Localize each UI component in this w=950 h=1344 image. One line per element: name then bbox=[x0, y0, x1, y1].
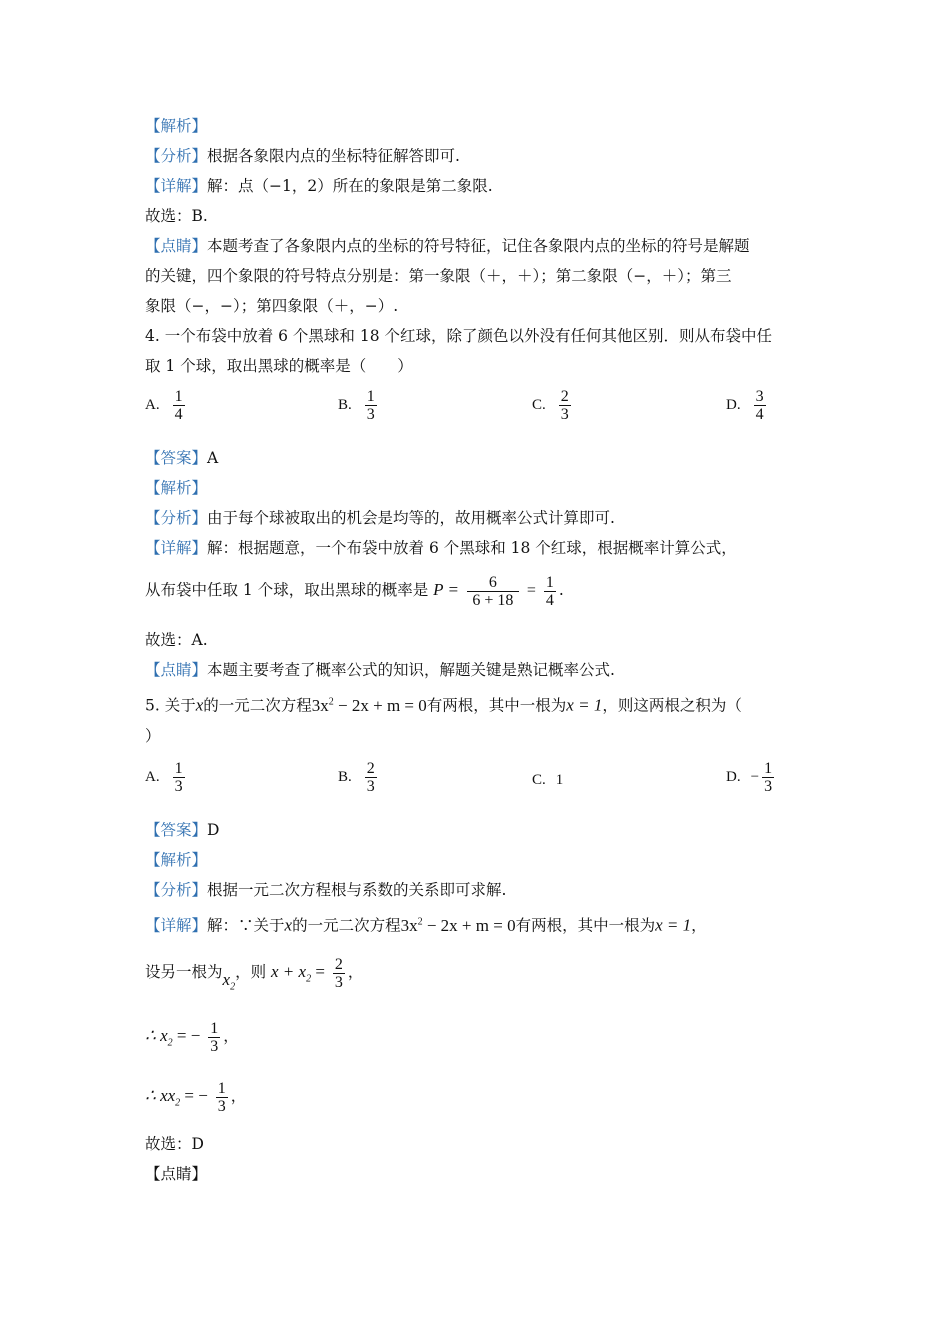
text: 根据各象限内点的坐标特征解答即可. bbox=[207, 147, 460, 165]
tag-label: 【分析】 bbox=[145, 881, 208, 899]
denominator: 3 bbox=[174, 778, 183, 795]
denominator: 3 bbox=[366, 778, 375, 795]
exponent: 2 bbox=[417, 916, 423, 927]
text: 本题考查了各象限内点的坐标的符号特征，记住各象限内点的坐标的符号是解题 bbox=[207, 237, 750, 255]
text: 有两根，其中一根为 bbox=[515, 916, 656, 935]
tag-label: 【详解】 bbox=[145, 539, 208, 557]
denominator: 3 bbox=[210, 1037, 219, 1055]
fraction bbox=[365, 388, 377, 423]
q5-choice: 故选：D bbox=[145, 1135, 204, 1153]
therefore-xx2 bbox=[145, 1086, 208, 1109]
numerator: 2 bbox=[366, 760, 375, 777]
subscript: 2 bbox=[167, 1037, 173, 1049]
denominator: 3 bbox=[764, 778, 773, 795]
option-label: A. bbox=[145, 397, 160, 413]
fraction-1-over-3 bbox=[208, 1020, 220, 1055]
q4-option-a bbox=[145, 388, 188, 423]
numerator: 1 bbox=[174, 388, 183, 405]
text: 的一元二次方程 bbox=[292, 916, 401, 935]
tag-label: 【答案】 bbox=[145, 821, 208, 839]
fraction-1-over-3 bbox=[216, 1080, 228, 1115]
denominator: 4 bbox=[174, 406, 183, 423]
q5-option-d bbox=[726, 760, 777, 795]
equation-term: 3x bbox=[400, 915, 418, 935]
text: 5. 关于 bbox=[145, 696, 196, 715]
equation-term: 3x bbox=[311, 695, 329, 715]
sum-lhs bbox=[271, 962, 325, 985]
numerator: 1 bbox=[366, 388, 375, 405]
fraction-1-over-4 bbox=[544, 574, 556, 609]
text: 解：点（−1，2）所在的象限是第二象限. bbox=[207, 177, 493, 195]
text: 解：根据题意，一个布袋中放着 6 个黑球和 18 个红球，根据概率计算公式， bbox=[207, 539, 737, 557]
answer-value: A bbox=[207, 449, 219, 467]
question-5-line-1 bbox=[145, 692, 742, 716]
q5-analysis bbox=[145, 880, 506, 900]
q4-answer bbox=[145, 448, 218, 468]
tag-label: 【点睛】 bbox=[145, 237, 208, 255]
text: 有两根，其中一根为 bbox=[426, 696, 567, 715]
text: 从布袋中任取 1 个球，取出黑球的概率是 bbox=[145, 581, 429, 599]
fraction bbox=[762, 760, 774, 795]
text: 设另一根为 bbox=[145, 963, 223, 981]
root-value: x = 1 bbox=[566, 695, 603, 715]
fraction bbox=[173, 388, 185, 423]
comma: ， bbox=[691, 916, 707, 935]
tag-label: 【分析】 bbox=[145, 509, 208, 527]
question-5-line-2: ） bbox=[145, 727, 161, 745]
q4-comment bbox=[145, 660, 615, 680]
question-4-line-2: 取 1 个球，取出黑球的概率是（ ） bbox=[145, 357, 413, 375]
text: 解：∵关于 bbox=[207, 916, 285, 935]
fraction bbox=[173, 760, 185, 795]
q5-detail bbox=[145, 912, 707, 936]
numerator: 1 bbox=[217, 1079, 226, 1097]
q5-option-b bbox=[338, 760, 380, 795]
numerator: 1 bbox=[545, 573, 554, 591]
fraction bbox=[754, 388, 766, 423]
therefore-text: ∴ x bbox=[145, 1026, 168, 1045]
exponent: 2 bbox=[328, 696, 334, 707]
answer-value: D bbox=[207, 821, 220, 839]
comment-line-2: 的关键，四个象限的符号特点分别是：第一象限（＋，＋）；第二象限（−，＋）；第三 bbox=[145, 267, 732, 285]
detail-line bbox=[145, 176, 493, 196]
q5-therefore-2 bbox=[145, 1074, 246, 1125]
text: 本题主要考查了概率公式的知识，解题关键是熟记概率公式. bbox=[207, 661, 615, 679]
text: ，则这两根之积为（ bbox=[602, 696, 742, 715]
text: 根据一元二次方程根与系数的关系即可求解. bbox=[207, 881, 507, 899]
numerator: 2 bbox=[334, 955, 343, 973]
sum-lhs-text: x + x bbox=[271, 962, 307, 981]
probability-symbol: P = bbox=[433, 580, 459, 599]
equation bbox=[312, 696, 427, 715]
equation bbox=[401, 916, 516, 935]
denominator: 3 bbox=[366, 406, 375, 423]
x2-symbol bbox=[222, 970, 236, 993]
comma: ， bbox=[223, 1027, 239, 1045]
subscript: 2 bbox=[175, 1097, 181, 1109]
numerator: 1 bbox=[210, 1019, 219, 1037]
numerator: 1 bbox=[764, 760, 773, 777]
denominator: 3 bbox=[217, 1097, 226, 1115]
q5-therefore-1 bbox=[145, 1014, 239, 1065]
option-label: D. bbox=[726, 397, 741, 413]
analysis-heading-1: 【解析】 bbox=[145, 117, 208, 135]
comment-line bbox=[145, 236, 750, 256]
q4-option-c bbox=[532, 388, 574, 423]
text: 由于每个球被取出的机会是均等的，故用概率公式计算即可. bbox=[207, 509, 615, 527]
denominator: 3 bbox=[334, 973, 343, 991]
tag-label: 【点睛】 bbox=[145, 661, 208, 679]
equals-sign: = bbox=[526, 582, 536, 599]
q5-set-root bbox=[145, 950, 363, 1001]
choice-line: 故选：B. bbox=[145, 207, 208, 225]
q4-choice: 故选：A. bbox=[145, 631, 208, 649]
denominator: 3 bbox=[560, 406, 569, 423]
minus-sign: − bbox=[750, 769, 760, 785]
comment-line-3: 象限（−，−）；第四象限（＋，−）. bbox=[145, 297, 399, 315]
option-value: 1 bbox=[555, 772, 564, 788]
option-label: D. bbox=[726, 769, 741, 785]
numerator: 1 bbox=[174, 760, 183, 777]
comma: ， bbox=[347, 963, 364, 981]
therefore-x2 bbox=[145, 1026, 201, 1049]
q4-analysis bbox=[145, 508, 615, 528]
q5-answer bbox=[145, 820, 219, 840]
x2-subscript: 2 bbox=[230, 981, 236, 993]
analysis-line bbox=[145, 146, 460, 166]
option-label: B. bbox=[338, 397, 352, 413]
q5-analysis-heading: 【解析】 bbox=[145, 851, 208, 869]
q4-analysis-heading: 【解析】 bbox=[145, 479, 208, 497]
equals-neg: = − bbox=[172, 1026, 201, 1045]
fraction bbox=[559, 388, 571, 423]
denominator: 4 bbox=[755, 406, 764, 423]
fraction bbox=[365, 760, 377, 795]
tag-label: 【详解】 bbox=[145, 916, 208, 935]
comma: ， bbox=[230, 1087, 247, 1105]
question-4-line-1: 4. 一个布袋中放着 6 个黑球和 18 个红球，除了颜色以外没有任何其他区别．则从布袋中任 bbox=[145, 327, 773, 345]
q5-option-a bbox=[145, 760, 188, 795]
option-label: A. bbox=[145, 769, 160, 785]
option-label: C. bbox=[532, 397, 546, 413]
equals: = bbox=[311, 962, 325, 981]
equals-neg: = − bbox=[180, 1086, 208, 1105]
q5-option-c bbox=[532, 772, 563, 789]
tag-label: 【答案】 bbox=[145, 449, 208, 467]
option-label: B. bbox=[338, 769, 352, 785]
denominator: 6 + 18 bbox=[472, 591, 514, 609]
numerator: 3 bbox=[755, 388, 764, 405]
option-label: C. bbox=[532, 772, 546, 789]
denominator: 4 bbox=[545, 591, 554, 609]
q4-calculation bbox=[145, 568, 564, 613]
tag-label: 【分析】 bbox=[145, 147, 208, 165]
q4-detail bbox=[145, 538, 737, 558]
text: ，则 bbox=[235, 963, 267, 981]
numerator: 6 bbox=[488, 573, 497, 591]
subscript: 2 bbox=[306, 973, 312, 985]
root-value: x = 1 bbox=[655, 915, 692, 935]
variable-x: x bbox=[284, 915, 293, 935]
numerator: 2 bbox=[560, 388, 569, 405]
text: 的一元二次方程 bbox=[203, 696, 312, 715]
q4-option-d bbox=[726, 388, 769, 423]
equation-rest: − 2x + m = 0 bbox=[422, 915, 516, 935]
fraction-6-over-6-plus-18 bbox=[467, 574, 519, 609]
tag-label: 【详解】 bbox=[145, 177, 208, 195]
variable-x: x bbox=[195, 695, 204, 715]
therefore-text: ∴ xx bbox=[145, 1086, 176, 1105]
q5-comment: 【点睛】 bbox=[145, 1165, 208, 1183]
q4-option-b bbox=[338, 388, 380, 423]
fraction-2-over-3 bbox=[333, 956, 345, 991]
equation-rest: − 2x + m = 0 bbox=[333, 695, 427, 715]
x2-base: x bbox=[222, 970, 231, 989]
period: . bbox=[558, 581, 564, 599]
